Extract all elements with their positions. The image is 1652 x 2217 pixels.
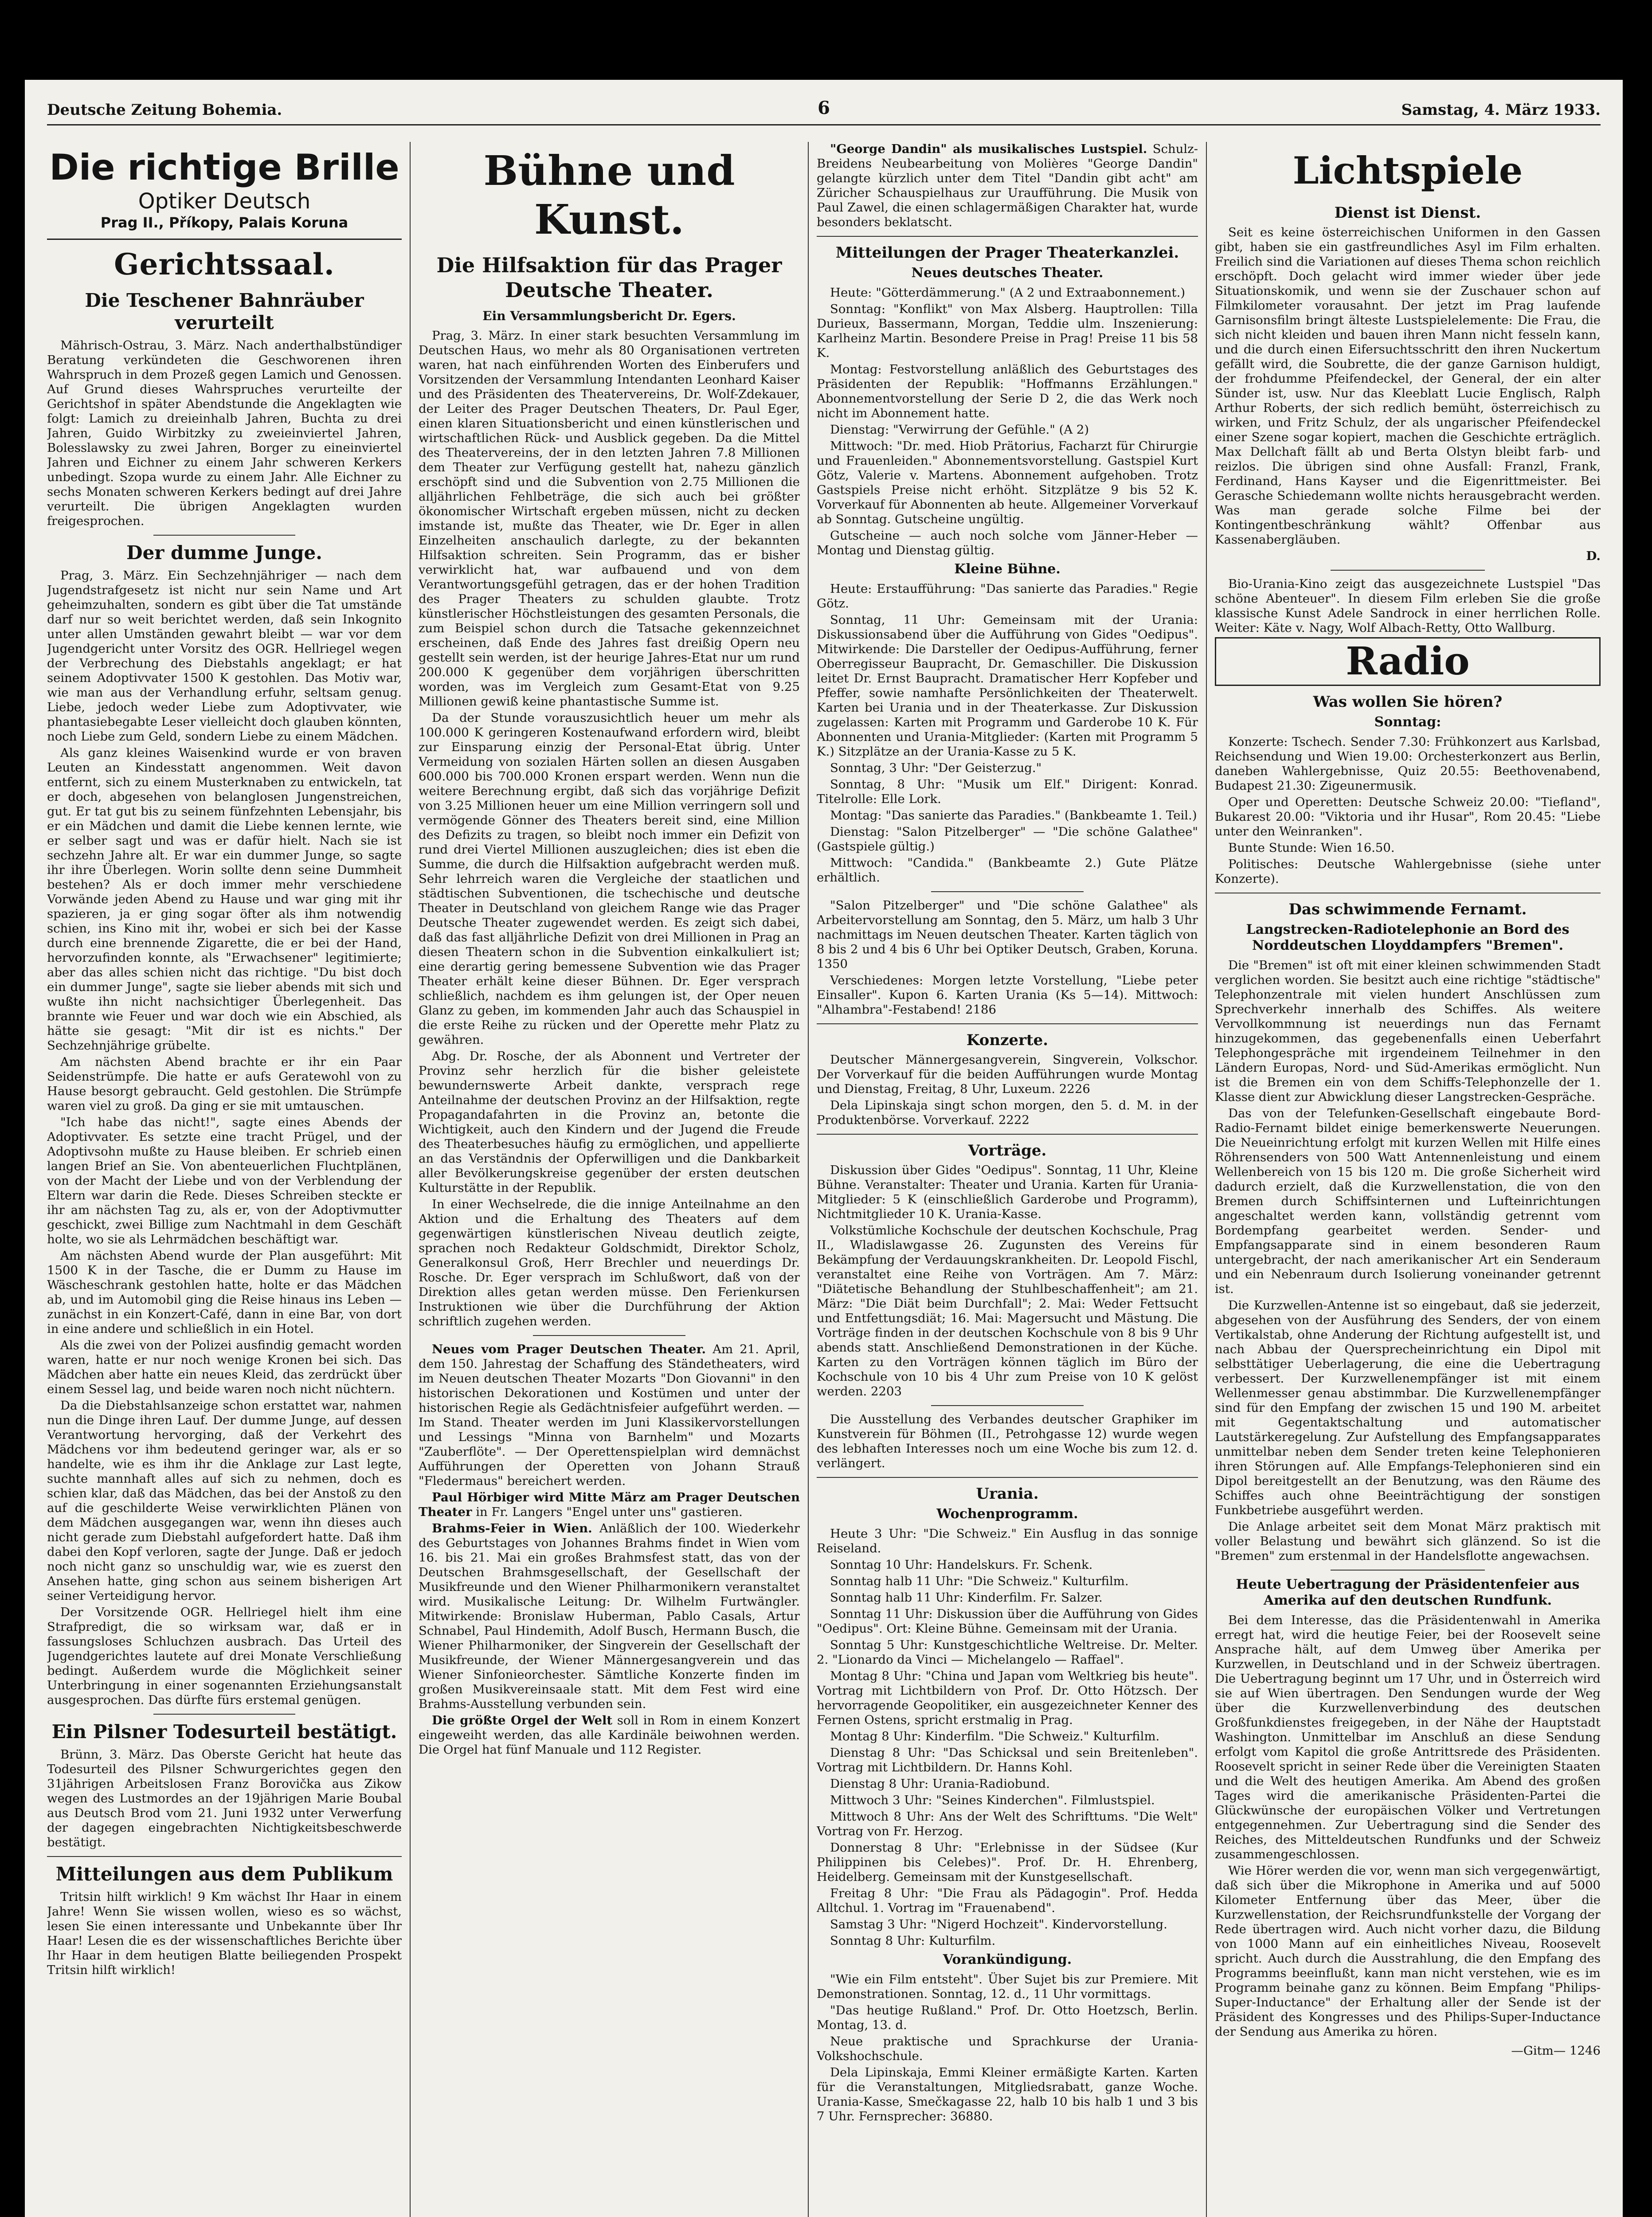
article-title: Die Hilfsaktion für das Prager Deutsche Theater. <box>436 253 782 302</box>
column-rule <box>410 142 411 2217</box>
divider <box>47 1856 402 1857</box>
announcement: Deutscher Männergesangverein, Singverein, Volkschor. Der Vorverkauf für die beiden Aufführungen wurde Montag und Dienstag, Freitag, 8 Uhr, Luxeum. 2226 <box>817 1053 1198 1096</box>
program-entry: Dienstag 8 Uhr: "Das Schicksal und sein Breitenleben". Vortrag mit Lichtbildern. Dr. Hanns Kohl. <box>817 1746 1198 1774</box>
optician-ad <box>47 142 402 240</box>
section-title-konzerte: Konzerte. <box>966 1031 1049 1049</box>
news-item <box>419 1490 800 1520</box>
news-item-head: Brahms-Feier in Wien. <box>432 1521 592 1535</box>
divider <box>1331 1570 1485 1571</box>
subsection-title: Wochenprogramm. <box>936 1506 1078 1522</box>
announcement: Die Ausstellung des Verbandes deutscher Graphiker im Kunstverein für Böhmen (II., Petrohgasse 12) wurde wegen des lebhaften Interesses noch um eine Woche bis zum 12. d. verlängert. <box>817 1412 1198 1470</box>
article-paragraph: Abg. Dr. Rosche, der als Abonnent und Vertreter der Provinz sehr herzlich für die bisher geleistete bewundernswerte Arbeit dankte, versprach rege Anteilnahme der deutschen Provinz an der Hilfsaktion, regte Propagandafahrten in die Provinz an, betonte die Wichtigkeit, auch den Kindern und der Jugend die Freude des Theaterbesuches häufig zu ermöglichen, und appellierte an das Verständnis der Opferwilligen und die Dankbarkeit aller Bevölkerungskreise gegenüber der ersten deutschen Kulturstätte in der Republik. <box>419 1049 800 1195</box>
program-entry: Montag: "Das sanierte das Paradies." (Bankbeamte 1. Teil.) <box>830 808 1197 823</box>
article-paragraph: Tritsin hilft wirklich! 9 Km wächst Ihr Haar in einem Jahre! Wenn Sie wissen wollen, wieso es so wächst, lesen Sie einen interessante und Unbekannte über Ihr Haar! Lesen die es der wissenschaftliches Berichte über Ihr Haar in dem heutigen Blatte beiliegenden Prospekt Tritsin hilft wirklich! <box>47 1890 402 1977</box>
program-entry: Sonntag, 11 Uhr: Gemeinsam mit der Urania: Diskussionsabend über die Aufführung von Gides "Oedipus". Mitwirkende: Die Darsteller der Oedipus-Aufführung, ferner Oberregisseur Baupracht, Dr. Gemaschiller. Die Diskussion leitet Dr. Ernst Baupracht. Dramatischer Herr Kopfeber und Pfeffer, sowie namhafte Persönlichkeiten der Theaterwelt. Karten bei Urania und in der Theaterkasse. Zur Diskussion zugelassen: Karten mit Programm und Garderobe 10 K. Für Abonnenten und Urania-Mitglieder: (Karten mit Programm 5 K.) Sitzplätze an der Urania-Kasse zu 5 K. <box>817 613 1198 759</box>
program-entry: Mittwoch: "Candida." (Bankbeamte 2.) Gute Plätze erhältlich. <box>817 856 1198 885</box>
article-paragraph: Wie Hörer werden die vor, wenn man sich vergegenwärtigt, daß sich über die Mikrophone in Amerika und auf 5000 Kilometer Entfernung über das Meer, über die Kurzwellenstation, der Reichsrundfunkstelle der Vorgang der Rede übertragen wird. Auch nicht vorher dazu, die Bildung von 1000 Mann auf ein einheitliches Niveau, Roosevelt spricht. Auch durch die Ausstrahlung, die den Empfang des Programms beeinflußt, kann man nicht verstehen, wie es im Programm beinahe ganz zu können. Beim Empfang "Philips-Super-Inductance" der Erhaltung aller der Sende ist der Präsident des Kongresses und des Philips-Super-Inductance der Sendung aus Amerika zu hören. <box>1215 1864 1601 2039</box>
divider <box>817 1134 1198 1135</box>
program-entry: Heute 3 Uhr: "Die Schweiz." Ein Ausflug in das sonnige Reiseland. <box>817 1527 1198 1555</box>
program-entry: Freitag 8 Uhr: "Die Frau als Pädagogin". Prof. Hedda Alltchul. 1. Vortrag im "Frauenabend". <box>817 1886 1198 1915</box>
subsection-title: Sonntag: <box>1374 714 1441 730</box>
program-entry: Sonntag, 8 Uhr: "Musik um Elf." Dirigent: Konrad. Titelrolle: Elle Lork. <box>817 777 1198 806</box>
newspaper-page <box>25 80 1623 2217</box>
program-entry: Oper und Operetten: Deutsche Schweiz 20.00: "Tiefland", Bukarest 20.00: "Viktoria und ihr Husar", Rom 20.45: "Liebe unter den Weinranken". <box>1215 795 1601 838</box>
program-entry: Donnerstag 8 Uhr: "Erlebnisse in der Südsee (Kur Philippinen bis Celebes)". Prof. Dr. H. Ehrenberg, Heidelberg. Gemeinsam mit der Kunstgesellschaft. <box>817 1841 1198 1884</box>
article-title: Dienst ist Dienst. <box>1334 204 1481 222</box>
column-4 <box>1215 142 1601 2217</box>
program-entry: Dienstag 8 Uhr: Urania-Radiobund. <box>830 1777 1050 1791</box>
program-entry: Mittwoch 3 Uhr: "Seines Kinderchen". Filmlustspiel. <box>830 1793 1155 1807</box>
program-entry: Konzerte: Tschech. Sender 7.30: Frühkonzert aus Karlsbad, Reichsendung und Wien 19.00: Orchesterkonzert aus Berlin, daneben Wahlergebnisse, Quiz 20.55: Beethovenabend, Budapest 21.30: Zigeunermusik. <box>1215 735 1601 793</box>
divider <box>533 1335 685 1336</box>
program-entry: Sonntag halb 11 Uhr: Kinderfilm. Fr. Salzer. <box>830 1590 1103 1605</box>
article-paragraph: Der Vorsitzende OGR. Hellriegel hielt ihm eine Strafpredigt, die so wirksam war, daß er in fassungsloses Schluchzen ausbrach. Das Urteil des Jugendgerichtes lautete auf drei Monate Verschließung bedingt. Außerdem wurde die Möglichkeit seiner Unterbringung in einer sogenannten Erziehungsanstalt ausgesprochen. Das dürfte fürs erstemal genügen. <box>47 1605 402 1707</box>
program-entry: Dela Lipinskaja, Emmi Kleiner ermäßigte Karten. Karten für die Veranstaltungen, Mitgliedsrabatt, ganze Woche. Urania-Kasse, Smečkagasse 22, halb 10 bis halb 1 und 3 bis 7 Uhr. Fernsprecher: 36880. <box>817 2065 1198 2123</box>
news-item <box>817 142 1198 230</box>
article-paragraph: Die Anlage arbeitet seit dem Monat März praktisch mit voller Belastung und bewährt sich glänzend. So ist die "Bremen" zum erstenmal in der Handelsflotte angewachsen. <box>1215 1520 1601 1563</box>
ad-headline: Die richtige Brille <box>49 147 399 188</box>
ad-address: Prag II., Příkopy, Palais Koruna <box>100 214 348 231</box>
article-title: Das schwimmende Fernamt. <box>1288 901 1527 918</box>
divider <box>153 1714 295 1715</box>
section-title-vortraege: Vorträge. <box>968 1142 1047 1159</box>
news-item <box>419 1713 800 1757</box>
article-title: Was wollen Sie hören? <box>1313 693 1503 711</box>
program-entry: Heute: "Götterdämmerung." (A 2 und Extraabonnement.) <box>830 286 1186 300</box>
article-paragraph: Bei dem Interesse, das die Präsidentenwahl in Amerika erregt hat, wird die heutige Feier, bei der Roosevelt seine Ansprache hält, auf dem Umweg über Amerika per Kurzwellen, in Deutschland und in der Schweiz übertragen. Die Uebertragung beginnt um 17 Uhr, und in Österreich wird sie auf Wien übertragen. Den Sendungen wurde der Weg über die Kurzwellenverbindung des deutschen Großfunkdienstes freigegeben, in der Nähe der Hauptstadt Washington. Unmittelbar im Anschluß an diese Sendung erfolgt vom Kapitol die große Antrittsrede des Präsidenten. Roosevelt spricht in seiner Rede über die Vereinigten Staaten und die Welt des heutigen Amerika. Am Abend des großen Tages wird die amerikanische Präsidenten-Partei die Glückwünsche der europäischen Völker und Vertretungen entgegennehmen. Zur Uebertragung sind die Sender des Reiches, des Mitteldeutschen Rundfunks und der Schweiz zusammengeschlossen. <box>1215 1613 1601 1861</box>
news-item-body: Schulz-Breidens Neubearbeitung von Molières "George Dandin" gelangte kürzlich unter dem Titel "Dandin gibt acht" am Züricher Schauspielhaus zur Uraufführung. Die Musik von Paul Zawel, die einen schlagermäßigen Charakter hat, wurde besonders beklatscht. <box>817 142 1198 229</box>
section-title-buehne: Bühne und Kunst. <box>483 147 735 243</box>
section-title-urania: Urania. <box>976 1485 1039 1503</box>
program-entry: Sonntag 5 Uhr: Kunstgeschichtliche Weltreise. Dr. Melter. 2. "Lionardo da Vinci — Michelangelo — Raffael". <box>817 1638 1198 1667</box>
subsection-title: Vorankündigung. <box>943 1952 1072 1967</box>
program-entry: Sonntag 11 Uhr: Diskussion über die Aufführung von Gides "Oedipus". Ort: Kleine Bühne. Gemeinsam mit der Urania. <box>817 1607 1198 1636</box>
news-item-head: "George Dandin" als musikalisches Lustspiel. <box>830 142 1147 156</box>
announcement: Volkstümliche Kochschule der deutschen Kochschule, Prag II., Wladislawgasse 26. Zugunsten des Vereins für Bekämpfung der Verdauungskrankheiten. Dr. Leopold Fischl, veranstaltet eine Reihe von Vorträgen. Am 7. März: "Diätetische Behandlung der Stuhlbeschaffenheit"; am 21. März: "Die Diät beim Durchfall"; 2. Mai: Weder Fettsucht und Entfettungsdiät; 16. Mai: Magersucht und Mästung. Die Vorträge finden in der deutschen Kochschule von 8 bis 9 Uhr abends statt. Anschließend Demonstrationen in der Küche. Karten zu den Vorträgen können täglich im Büro der Kochschule von 10 bis 4 Uhr zum Preise von 10 K gelöst werden. 2203 <box>817 1223 1198 1398</box>
column-rule <box>808 142 809 2217</box>
news-item-body: in Fr. Langers "Engel unter uns" gastieren. <box>476 1505 743 1519</box>
section-title-gerichtssaal: Gerichtssaal. <box>114 247 335 282</box>
article-paragraph: Als ganz kleines Waisenkind wurde er von braven Leuten an Kindesstatt angenommen. Weit davon entfernt, sich zu einem Musterknaben zu entwickeln, tat er doch, abgesehen von belanglosen Jungenstreichen, gut. Er tat gut bis zu seinem fünfzehnten Lebensjahr, bis er ein Mädchen und damit die Liebe kennen lernte, wie er selber sagt und was er dafür hielt. Nach sie ist sechzehn Jahre alt. Er war ein dummer Junge, so sagte ihr ihre Überlegen. Worin sollte denn seine Dummheit bestehen? Als er doch immer mehr verschiedene Vorwände jeden Abend zu Hause und war ging mit ihr spazieren, ja er ging sogar öfter als ihm notwendig schien, ins Kino mit ihr, wobei er sich bei der Kasse durch eine brennende Zigarette, die er bei der Hand, hervorzufinden konnte, als "Erwachsener" legitimierte; aber das alles schien nicht das richtige. "Du bist doch ein dummer Junge", sagte sie lieber abends mit sich und wußte ihn nicht nachsichtiger Überlegenheit. Das brannte wie Feuer und war doch wie ein Abschied, als hätte sie gesagt: "Mit dir ist es nichts." Der Sechzehnjährige grübelte. <box>47 746 402 1053</box>
article-title: Ein Pilsner Todesurteil bestätigt. <box>51 1721 397 1743</box>
divider <box>817 1477 1198 1478</box>
column-2 <box>419 142 800 2217</box>
article-paragraph: Am nächsten Abend brachte er ihr ein Paar Seidenstrümpfe. Die hatte er aufs Geratewohl von zu Hause besorgt gebraucht. Geld gestohlen. Die Strümpfe waren viel zu groß. Da ging er sie mit umtauschen. <box>47 1055 402 1113</box>
page-number: 6 <box>818 98 830 118</box>
column-3 <box>817 142 1198 2217</box>
program-entry: Dienstag: "Verwirrung der Gefühle." (A 2) <box>830 423 1089 437</box>
program-entry: Bunte Stunde: Wien 16.50. <box>1228 841 1395 855</box>
announcement: Bio-Urania-Kino zeigt das ausgezeichnete Lustspiel "Das schöne Abenteuer". In diesem Film erleben Sie die große klassische Kunst Adele Sandrock in einer herrlichen Rolle. Weiter: Käte v. Nagy, Wolf Albach-Retty, Otto Wallburg. <box>1215 577 1601 635</box>
article-title: Heute Uebertragung der Präsidentenfeier aus Amerika auf den deutschen Rundfunk. <box>1236 1577 1580 1608</box>
program-entry: Heute: Erstaufführung: "Das sanierte das Paradies." Regie Götz. <box>817 582 1198 611</box>
divider <box>931 1405 1084 1406</box>
article-paragraph: Mährisch-Ostrau, 3. März. Nach anderthalbstündiger Beratung verkündeten die Geschworenen ihren Wahrspruch in dem Prozeß gegen Lamich und Genossen. Auf Grund dieses Wahrspruches verurteilte der Gerichtshof in später Abendstunde die Angeklagten wie folgt: Lamich zu dreieinhalb Jahren, Buchta zu drei Jahren, Guido Wirbitzky zu zweieinviertel Jahren, Bolesslawsky zu zwei Jahren, Borger zu eineinviertel Jahren und Eichner zu einem Jahr schweren Kerkers unbedingt. Szopa wurde zu einem Jahr. Alle Eichner zu sechs Monaten schweren Kerkers bedingt auf drei Jahre verurteilt. Die übrigen Angeklagten wurden freigesprochen. <box>47 338 402 528</box>
column-rule <box>1206 142 1207 2217</box>
divider <box>931 891 1084 892</box>
article-paragraph: Prag, 3. März. In einer stark besuchten Versammlung im Deutschen Haus, wo mehr als 80 Organisationen vertreten waren, hat nach einführenden Worten des Einberufers und Vorsitzenden der Versammlung Intendanten Leonhard Kaiser und des Präsidenten des Theatervereins, Dr. Wolf-Zdekauer, der Leiter des Prager Deutschen Theaters, Dr. Paul Eger, einen klaren Situationsbericht und einen künstlerischen und wirtschaftlichen Rück- und Ausblick gegeben. Da die Mittel des Theatervereins, der in den letzten Jahren 7.8 Millionen dem Theater zur Verfügung gestellt hat, nahezu gänzlich erschöpft sind und die Subvention von 2.75 Millionen die alljährlichen Fehlbeträge, die sich auch bei größter ökonomischer Wirtschaft ergeben müssen, nicht zu decken imstande ist, mußte das Theater, wie Dr. Eger in allen Einzelheiten anschaulich darlegte, zu der bekannten Hilfsaktion schreiten. Sein Programm, das er bisher verwirklicht hat, war aufbauend und von dem Verantwortungsgefühl getragen, das er der hohen Tradition des Prager Theaters zu schulden glaubte. Trotz künstlerischer Höchstleistungen des gesamten Personals, die zum Beispiel schon durch die Tatsache gekennzeichnet erscheinen, daß Ende des Jahres fast dreißig Opern neu gestellt sein werden, ist der heurige Jahres-Etat nur um rund 200.000 K gegenüber dem vorjährigen überschritten worden, was im Vergleich zum Gesamt-Etat von 9.25 Millionen gewiß keine phantastische Summe ist. <box>419 329 800 709</box>
section-title-lichtspiele: Lichtspiele <box>1292 149 1523 192</box>
author-initial: D. <box>1586 549 1601 563</box>
article-paragraph: Das von der Telefunken-Gesellschaft eingebaute Bord-Radio-Fernamt bildet einige bemerkenswerte Neuerungen. Die Neueinrichtung erfolgt mit kurzen Wellen mit Hilfe eines Röhrensenders von 500 Watt Antennenleistung und einem Wellenbereich von 15 bis 120 m. Die große Sicherheit wird dadurch erzielt, daß die Kurzwellenstation, die von den Bremen durch Schiffsinternen und Lufteinrichtungen angeschaltet werden kann, vollständig getrennt vom Bordempfang gearbeitet werden. Sender- und Empfangsapparate sind in einem besonderen Raum untergebracht, der nach amerikanischer Art ein Senderaum und ein Nebenraum durch Isolierung voneinander getrennt ist. <box>1215 1106 1601 1296</box>
section-title-theaterkanzlei: Mitteilungen der Prager Theaterkanzlei. <box>835 244 1179 262</box>
program-entry: Gutscheine — auch noch solche vom Jänner-Heber — Montag und Dienstag gültig. <box>817 529 1198 557</box>
news-item-head: Die größte Orgel der Welt <box>432 1713 613 1727</box>
divider <box>1331 570 1485 571</box>
article-paragraph: Die "Bremen" ist oft mit einer kleinen schwimmenden Stadt verglichen worden. Sie besitzt auch eine richtige "städtische" Telephonzentrale mit vielen hundert Anschlüssen zum Sprechverkehr innerhalb des Schiffes. Als weitere Vervollkommnung ist neuerdings nun das Fernamt hinzugekommen, das gegebenenfalls einen Ueberfahrt Telephongespräche mit irgendeinem Teilnehmer in den Ländern Europas, Nord- und Süd-Amerikas ermöglicht. Nun ist die Bremen ein von dem Schiffs-Telephonzelle der 1. Klasse dient zur Abwicklung dieser Langstrecken-Gespräche. <box>1215 958 1601 1104</box>
program-entry: Montag 8 Uhr: Kinderfilm. "Die Schweiz." Kulturfilm. <box>830 1729 1160 1743</box>
section-title-publikum: Mitteilungen aus dem Publikum <box>55 1863 393 1885</box>
program-entry: Samstag 3 Uhr: "Nigerd Hochzeit". Kindervorstellung. <box>830 1917 1167 1931</box>
article-paragraph: Am nächsten Abend wurde der Plan ausgeführt: Mit 1500 K in der Tasche, die er Dumm zu Hause im Wäscheschrank gestohlen hatte, holte er das Mädchen ab, und im Automobil ging die Reise hinaus ins Leben — zunächst in ein Konzert-Café, dann in eine Bar, von dort in eine andere und schließlich in ein Hotel. <box>47 1249 402 1336</box>
news-item <box>419 1521 800 1712</box>
subsection-title: Neues deutsches Theater. <box>911 265 1104 281</box>
article-paragraph: "Ich habe das nicht!", sagte eines Abends der Adoptivvater. Es setzte eine tracht Prügel, und der Adoptivsohn mußte zu Hause bleiben. Er schrieb einen langen Brief an Sie. Von abenteuerlichen Fluchtplänen, von der Macht der Liebe und von der Verblendung der Eltern war darin die Rede. Dieses Schreiben steckte er ihr am nächsten Tag zu, als er, von der Adoptivmutter geschickt, zwei Billige zum Nachtmahl in dem Geschäft holte, wo sie als Lehrmädchen beschäftigt war. <box>47 1115 402 1246</box>
newspaper-title: Deutsche Zeitung Bohemia. <box>47 101 282 119</box>
article-paragraph: Die Kurzwellen-Antenne ist so eingebaut, daß sie jederzeit, abgesehen von der Ausführung des Senders, der von einem Vertikalstab, ohne Anderung der Richtung aufgestellt ist, und nach Abbau der Quersprecheinrichtung ein Dipol mit selbsttätiger Ueberlagerung, die eine die Uebertragung verbessert. Der Kurzwellenempfänger ist mit einem Wellenmesser genau abstimmbar. Die Kurzwellenempfänger sind für den Empfang der zwischen 15 und 190 M. arbeitet mit Gegentaktschaltung und automatischer Lautstärkeregelung. Zur Aufstellung des Empfangsapparates unmittelbar neben dem Sender treten keine Telephonieren ihren Störungen auf. Alle Empfangs-Telephonieren sind ein Dipol bereitgestellt an der Benutzung, was den Räume des Schiffes auch ohne Beeinträchtigung der sonstigen Funkbetriebe ausgeführt werden. <box>1215 1298 1601 1517</box>
running-head <box>47 98 1601 125</box>
program-entry: Neue praktische und Sprachkurse der Urania-Volkshochschule. <box>817 2034 1198 2063</box>
article-paragraph: Als die zwei von der Polizei ausfindig gemacht worden waren, hatte er nur noch wenige Kronen bei sich. Das Mädchen aber hatte ein neues Kleid, das zerdrückt über einem Sessel lag, und beide waren noch nicht nüchtern. <box>47 1338 402 1396</box>
article-byline: Ein Versammlungsbericht Dr. Egers. <box>482 309 736 323</box>
article-subtitle: Langstrecken-Radiotelephonie an Bord des Norddeutschen Lloyddampfers "Bremen". <box>1246 922 1570 953</box>
program-entry: Sonntag: "Konflikt" von Max Alsberg. Hauptrollen: Tilla Durieux, Bassermann, Morgan, Teddie ulm. Inszenierung: Karlheinz Martin. Besondere Preise in Prag! Preise 11 bis 58 K. <box>817 302 1198 360</box>
program-entry: Montag: Festvorstellung anläßlich des Geburtstages des Präsidenten der Republik: "Hoffmanns Erzählungen." Abonnementvorstellung der Serie D 2, die das Werk noch nicht im Abonnement hatte. <box>817 362 1198 420</box>
program-entry: Mittwoch 8 Uhr: Ans der Welt des Schrifttums. "Die Welt" Vortrag von Fr. Herzog. <box>817 1810 1198 1838</box>
article-paragraph: Da die Diebstahlsanzeige schon erstattet war, nahmen nun die Dinge ihren Lauf. Der dumme Junge, auf dessen Verantwortung hervorging, daß der Verkehrt des Mädchens vor ihm bedeutend geringer war, als er so handelte, wie es ihm ihr die Anklage zur Last legte, suchte mannhaft alles auf sich zu nehmen, doch es schien klar, daß das Mädchen, das bei der Anstoß zu den auf die geschilderte Weise verwirklichten Plänen von dem Mädchen ausgegangen war, wenn ihn dieses auch nicht gerade zum Diebstahl aufgefordert hatte. Daß ihm dabei den Kopf verloren, sagte der Junge. Daß er jedoch noch nicht ganz so unschuldig war, wie es zuerst den Ansehen hatte, ging schon aus seinem bisherigen Art seiner Verteidigung hervor. <box>47 1398 402 1603</box>
column-1 <box>47 142 402 2217</box>
program-entry: Sonntag, 3 Uhr: "Der Geisterzug." <box>830 761 1042 775</box>
issue-date: Samstag, 4. März 1933. <box>1401 101 1601 119</box>
program-entry: "Das heutige Rußland." Prof. Dr. Otto Hoetzsch, Berlin. Montag, 13. d. <box>817 2003 1198 2032</box>
announcement: Verschiedenes: Morgen letzte Vorstellung, "Liebe peter Einsaller". Kupon 6. Karten Urania (Ks 5—14). Mittwoch: "Alhambra"-Festabend! 2186 <box>817 973 1198 1017</box>
article-title: Der dumme Junge. <box>126 542 322 564</box>
news-item-head: Neues vom Prager Deutschen Theater. <box>432 1342 706 1356</box>
article-paragraph: In einer Wechselrede, die die innige Anteilnahme an den Aktion und die Erhaltung des Theaters auf dem gegenwärtigen künstlerischen Niveau deutlich zeigte, sprachen noch Redakteur Goldschmidt, Direktor Scholz, Generalkonsul Groß, Herr Brechler und neuerdings Dr. Rosche. Dr. Eger versprach im Schlußwort, daß von der Direktion alles getan werden müsse. Den Ferienkursen Instruktionen wie über die Durchführung der Aktion schriftlich zugehen werden. <box>419 1197 800 1328</box>
article-paragraph: Da der Stunde vorauszusichtlich heuer um mehr als 100.000 K geringeren Kostenaufwand erfordern wird, bleibt zur Einsparung einzig der Personal-Etat übrig. Unter Vermeidung von sozialen Härten sollen an diesen Ausgaben 600.000 bis 700.000 Kronen erspart werden. Wenn nun die weitere Berechnung ergibt, daß sich das vorjährige Defizit von 3.25 Millionen heuer um eine Million verringern soll und vermögende Gönner des Theaters bereit sind, eine Million des Defizits zu tragen, so bleibt noch immer ein Defizit von rund drei Viertel Millionen auszugleichen; dies ist eben die Summe, die durch die Hilfsaktion aufgebracht werden muß. Sehr lehrreich waren die Vergleiche der staatlichen und städtischen Subventionen, die tschechische und deutsche Theater in Deutschland von gleichem Range wie das Prager Deutsche Theater zugewendet werden. Es zeigt sich dabei, daß das fast alljährliche Defizit von drei Millionen in Prag an diesen Theatern schon in die Subvention einkalkuliert ist; eine derartig gering bemessene Subvention wie das Prager Theater erhält keine dieser Bühnen. Dr. Eger versprach schließlich, nachdem es ihm gelungen ist, der Oper neuen Glanz zu geben, im kommenden Jahr auch das Schauspiel in die erste Reihe zu rücken und der Operette mehr Platz zu gewähren. <box>419 711 800 1047</box>
article-signature: —Gitm— 1246 <box>1511 2044 1601 2058</box>
article-title: Die Teschener Bahnräuber verurteilt <box>85 290 364 333</box>
news-item-body: soll in Rom in einem Konzert eingeweiht werden, das alle Kardinäle beiwohnen werden. Die Orgel hat fünf Manuale und 112 Register. <box>419 1713 800 1757</box>
ad-optician: Optiker Deutsch <box>138 189 311 214</box>
divider <box>817 236 1198 237</box>
program-entry: Dienstag: "Salon Pitzelberger" — "Die schöne Galathee" (Gastspiele gültig.) <box>817 825 1198 854</box>
news-item-head: Paul Hörbiger wird Mitte März am Prager Deutschen Theater <box>419 1490 800 1519</box>
divider <box>153 535 295 536</box>
announcement: Diskussion über Gides "Oedipus". Sonntag, 11 Uhr, Kleine Bühne. Veranstalter: Theater und Urania. Karten für Urania-Mitglieder: 5 K (einschließlich Garderobe und Programm), Nichtmitglieder 10 K. Urania-Kasse. <box>817 1163 1198 1221</box>
divider <box>817 1023 1198 1024</box>
article-paragraph: Seit es keine österreichischen Uniformen in den Gassen gibt, haben sie ein gastfreundliches Asyl im Film erhalten. Freilich sind die Variationen auf dieses Thema schon reichlich erschöpft. Doch gelacht wird immer wieder über jede Situationskomik, und wenn sie der Zuschauer schon auf Filmkilometer vorausahnt. Der jetzt im Prag laufende Garnisonsfilm bringt älteste Lustspielelemente: Die Frau, die sich nicht kleiden und bauen ihren Mann nicht fesseln kann, und die durch einen Eifersuchtsschritt den ihren Nuckertum gefällt wird, die Soubrette, die der ganze Garnison huldigt, der frohdumme Pfeifendeckel, der General, der ein alter Sünder ist, usw. Nur das Kleeblatt Lucie Englisch, Ralph Arthur Roberts, der sich redlich bemüht, österreichisch zu wirken, und Fritz Schulz, der als ungarischer Pfeifendeckel einer Szene sogar kopiert, machen die Geschichte erträglich. Max Dellchaft fällt ab und Berta Olstyn bleibt farb- und reizlos. Die übrigen sind ohne Ausfall: Franzl, Frank, Ferdinand, Hans Kayser und die Eigenrittmeister. Bei Gerasche Schiedemann wollte nichts herausgebracht werden. Was man gerade solche Filme bei der Kontingentbeschränkung wählt? Offenbar aus Kassenabergläuben. <box>1215 225 1601 547</box>
announcement: Dela Lipinskaja singt schon morgen, den 5. d. M. in der Produktenbörse. Vorverkauf. 2222 <box>817 1098 1198 1127</box>
section-title-radio: Radio <box>1215 637 1601 686</box>
announcement: "Salon Pitzelberger" und "Die schöne Galathee" als Arbeitervorstellung am Sonntag, den 5. März, um halb 3 Uhr nachmittags im Neuen deutschen Theater. Karten täglich von 8 bis 2 und 4 bis 6 Uhr bei Optiker Deutsch, Graben, Koruna. 1350 <box>817 898 1198 971</box>
program-entry: Sonntag halb 11 Uhr: "Die Schweiz." Kulturfilm. <box>830 1574 1129 1588</box>
news-item-body: Am 21. April, dem 150. Jahrestag der Schaffung des Ständetheaters, wird im Neuen deutschen Theater Mozarts "Don Giovanni" in den historischen Dekorationen und Kostümen und unter der historischen Regie als Gedächtnisfeier aufgeführt werden. — Im Stand. Theater werden im Juni Klassikervorstellungen und Lessings "Minna von Barnhelm" und Mozarts "Zauberflöte". — Der Operettenspielplan wird demnächst Aufführungen der Operetten von Johann Strauß "Fledermaus" bereichert werden. <box>419 1342 800 1488</box>
program-entry: Politisches: Deutsche Wahlergebnisse (siehe unter Konzerte). <box>1215 857 1601 886</box>
article-paragraph: Prag, 3. März. Ein Sechzehnjähriger — nach dem Jugendstrafgesetz ist nicht nur sein Name und Art geheimzuhalten, sondern es gibt über die Tat umstände darf nur so weit berichtet werden, daß sein Inkognito unter allen Umständen gewahrt bleibt — war vor dem Jugendgericht unter Vorsitz des OGR. Hellriegel wegen der Verbrechung des Diebstahls angeklagt; er hat seinem Adoptivvater 1500 K gestohlen. Das Motiv war, wie man aus der Verhandlung erfuhr, seltsam genug. Liebe, jedoch weder Liebe zum Adoptivvater, wie phantasiebegabte Leser vielleicht doch glauben könnten, noch Liebe zum Geld, sondern Liebe zu einem Mädchen. <box>47 568 402 744</box>
program-entry: "Wie ein Film entsteht". Über Sujet bis zur Premiere. Mit Demonstrationen. Sonntag, 12. d., 11 Uhr vormittags. <box>817 1972 1198 2001</box>
program-entry: Mittwoch: "Dr. med. Hiob Prätorius, Facharzt für Chirurgie und Frauenleiden." Abonnementsvorstellung. Gastspiel Kurt Götz, Valerie v. Martens. Abonnement aufgehoben. Trotz Gastspiels Preise nicht erhöht. Sitzplätze 9 bis 52 K. Vorverkauf für Abonnenten ab heute. Allgemeiner Vorverkauf ab Sonntag. Gutscheine ungültig. <box>817 439 1198 526</box>
subsection-title: Kleine Bühne. <box>954 561 1061 577</box>
news-item <box>419 1342 800 1488</box>
program-entry: Sonntag 10 Uhr: Handelskurs. Fr. Schenk. <box>830 1558 1093 1572</box>
program-entry: Montag 8 Uhr: "China und Japan vom Weltkrieg bis heute". Vortrag mit Lichtbildern von Prof. Dr. Otto Hötzsch. Der hervorragende Geopolitiker, ein ausgezeichneter Kenner des Fernen Ostens, spricht erstmalig in Prag. <box>817 1669 1198 1727</box>
news-item-body: Anläßlich der 100. Wiederkehr des Geburtstages von Johannes Brahms findet in Wien vom 16. bis 21. Mai ein großes Brahmsfest statt, das von der Deutschen Brahmsgesellschaft, der Gesellschaft der Musikfreunde und den Wiener Philharmonikern veranstaltet wird. Musikalische Leitung: Dr. Wilhelm Furtwängler. Mitwirkende: Bronislaw Huberman, Pablo Casals, Artur Schnabel, Paul Hindemith, Adolf Busch, Hermann Busch, die Wiener Philharmoniker, der Singverein der Gesellschaft der Musikfreunde, der Wiener Männergesangverein und das Wiener Sinfonieorchester. Sämtliche Konzerte finden im großen Musikvereinsaale statt. Mit dem Fest wird eine Brahms-Ausstellung verbunden sein. <box>419 1521 800 1711</box>
article-paragraph: Brünn, 3. März. Das Oberste Gericht hat heute das Todesurteil des Pilsner Schwurgerichtes gegen den 31jährigen Arbeitslosen Franz Borovička aus Zikow wegen des Lustmordes an der 19jährigen Marie Boubal aus Deutsch Brod vom 21. Juni 1932 unter Verwerfung der dagegen eingebrachten Nichtigkeitsbeschwerde bestätigt. <box>47 1747 402 1849</box>
program-entry: Sonntag 8 Uhr: Kulturfilm. <box>830 1934 996 1948</box>
